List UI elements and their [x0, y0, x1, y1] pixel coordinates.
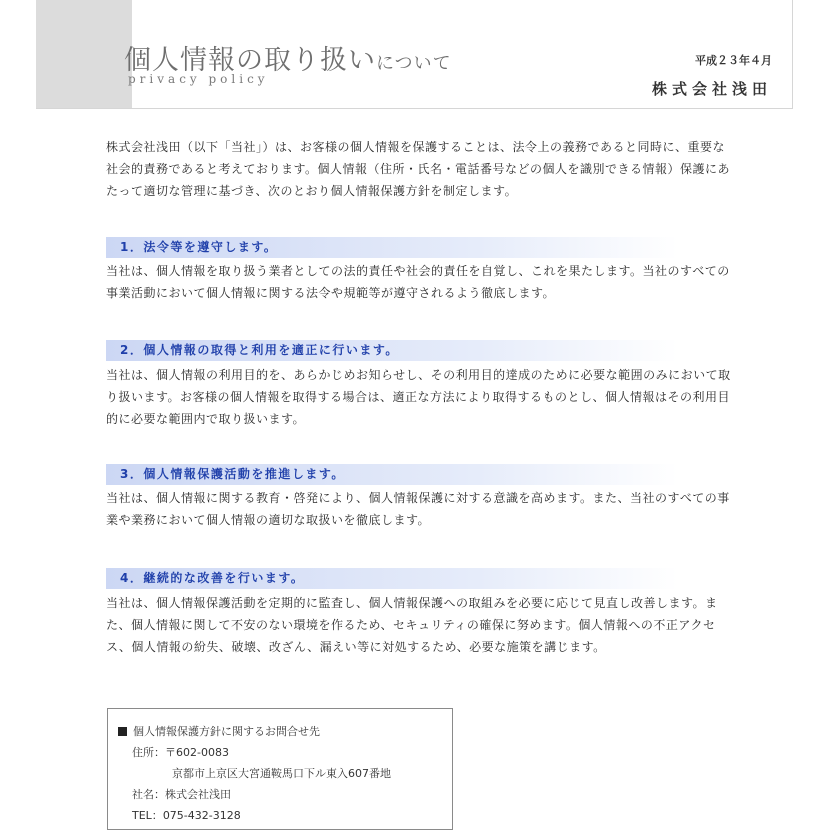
address-label: 住所：	[132, 746, 165, 759]
page-header	[36, 0, 793, 109]
section-2-text: 当社は、個人情報の利用目的を、あらかじめお知らせし、その利用目的達成のために必要な範囲のみにおいて取り扱います。お客様の個人情報を取得する場合は、適正な方法により取得するものとし、個人情報はその利用目的に必要な範囲内で取り扱います。	[106, 368, 731, 426]
page-title	[124, 38, 452, 86]
section-1-text: 当社は、個人情報を取り扱う業者としての法的責任や社会的責任を自覚し、これを果たします。当社のすべての事業活動において個人情報に関する法令や規範等が遵守されるよう徹底します。	[106, 264, 730, 300]
section-2-body	[106, 364, 736, 430]
intro-text: 株式会社浅田（以下「当社」）は、お客様の個人情報を保護することは、法令上の義務であると同時に、重要な社会的責務であると考えております。個人情報（住所・氏名・電話番号などの個人を識別できる情報）保護にあたって適切な管理に基づき、次のとおり個人情報保護方針を制定します。	[106, 140, 731, 198]
section-4-heading: 4．継続的な改善を行います。	[106, 568, 678, 589]
address-text: 京都市上京区大宮通鞍馬口下ル東入607番地	[172, 767, 391, 780]
tel-label: TEL：	[132, 809, 163, 822]
section-1-body	[106, 260, 736, 304]
contact-address-line	[118, 763, 442, 784]
contact-title-text: 個人情報保護方針に関するお問合せ先	[133, 725, 320, 738]
header-accent-block	[36, 0, 132, 108]
title-main-text: 個人情報の取り扱い	[124, 45, 376, 76]
section-3-heading: 3．個人情報保護活動を推進します。	[106, 464, 678, 485]
title-subtitle: privacy policy	[128, 72, 269, 86]
contact-tel-row	[118, 805, 442, 826]
square-bullet-icon	[118, 727, 127, 736]
postal-code: 〒602-0083	[165, 746, 229, 759]
contact-box	[107, 708, 453, 830]
section-3-text: 当社は、個人情報に関する教育・啓発により、個人情報保護に対する意識を高めます。また、当社のすべての事業や業務において個人情報の適切な取扱いを徹底します。	[106, 491, 730, 527]
section-4-text: 当社は、個人情報保護活動を定期的に監査し、個人情報保護への取組みを必要に応じて見直し改善します。また、個人情報に関して不安のない環境を作るため、セキュリティの確保に努めます。個人情報への不正アクセス、個人情報の紛失、破壊、改ざん、漏えい等に対処するため、必要な施策を講じます。	[106, 596, 718, 654]
section-1-heading: 1．法令等を遵守します。	[106, 237, 678, 258]
section-4-body	[106, 592, 736, 658]
section-2-heading: 2．個人情報の取得と利用を適正に行います。	[106, 340, 678, 361]
issue-date: 平成２３年４月	[695, 54, 772, 67]
name-label: 社名：	[132, 788, 165, 801]
contact-title	[118, 721, 442, 742]
tel-value: 075-432-3128	[162, 809, 241, 822]
contact-address-row	[118, 742, 442, 763]
company-name-value: 株式会社浅田	[165, 788, 231, 801]
section-3-body	[106, 487, 736, 531]
title-suffix-text: について	[376, 53, 452, 74]
intro-paragraph	[106, 136, 736, 202]
contact-name-row	[118, 784, 442, 805]
company-name: 株式会社浅田	[651, 80, 772, 98]
